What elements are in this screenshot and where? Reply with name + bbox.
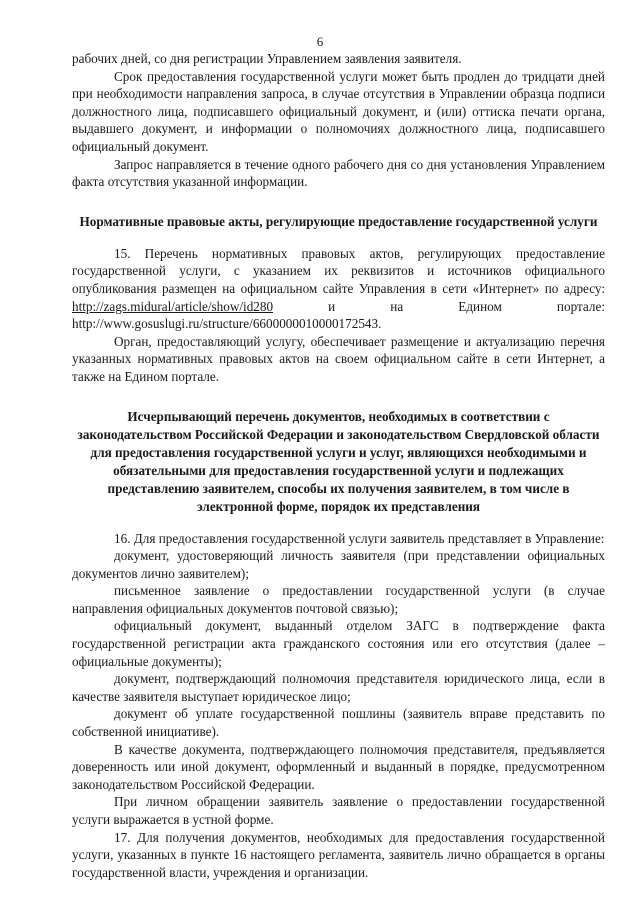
paragraph-17: 17. Для получения документов, необходимых для предоставления государственной услуги, указанных в пункте 16 настоящего регламента, заявитель лично обращается в органы государственной власти, учреждения и организации. <box>72 829 605 880</box>
list-item: документ, подтверждающий полномочия представителя юридического лица, если в качестве заявителя выступает юридическое лицо; <box>72 671 605 704</box>
paragraph-extension-term: Срок предоставления государственной услуги может быть продлен до тридцати дней при необходимости направления запроса, в случае отсутствия в Управлении образца подписи должностного лица, подписавшего официальный документ, и (или) оттиска печати органа, выдавшего документ, и информации о полномочиях должностного лица, подписавшего официальный документ. <box>72 68 605 154</box>
paragraph-request-term: Запрос направляется в течение одного рабочего дня со дня установления Управлением факта отсутствия указанной информации. <box>72 156 605 190</box>
paragraph-15-text-before: 15. Перечень нормативных правовых актов, регулирующих предоставление государственной услуги, с указанием их реквизитов и источников официального опубликования размещен на официальном сайте Управления в сети «Интернет» по адресу: <box>72 245 605 296</box>
zags-link[interactable]: http://zags.midural/article/show/id280 <box>72 298 274 314</box>
paragraph-15-text-after: и на Едином портале: http://www.gosuslugi.ru/structure/6600000010000172543. <box>72 298 605 332</box>
paragraph-continuation: рабочих дней, со дня регистрации Управлением заявления заявителя. <box>72 51 462 66</box>
list-item: документ, удостоверяющий личность заявителя (при представлении официальных документов лично заявителем); <box>72 548 605 581</box>
heading-documents-list: Исчерпывающий перечень документов, необходимых в соответствии с законодательством Российской Федерации и законодательством Свердловской области для предоставления государственной услуги и услуг, являющихся необходимыми и обязательными для предоставления государственной услуги и подлежащих представлению заявителем, способы их получения заявителем, в том числе в электронной форме, порядок их представления <box>77 408 600 514</box>
document-body <box>72 50 605 881</box>
page-number: 6 <box>316 34 324 49</box>
paragraph-15 <box>72 245 605 333</box>
paragraph-16: 16. Для предоставления государственной услуги заявитель представляет в Управление: <box>114 530 605 546</box>
list-item: письменное заявление о предоставлении государственной услуги (в случае направления официальных документов почтовой связью); <box>72 583 605 616</box>
paragraph-personal-appeal: При личном обращении заявитель заявление о предоставлении государственной услуги выражается в устной форме. <box>72 794 605 827</box>
paragraph-representative: В качестве документа, подтверждающего полномочия представителя, предъявляется доверенность или иной документ, оформленный и выданный в порядке, предусмотренном законодательством Российской Федерации. <box>72 741 605 792</box>
paragraph-15-organ: Орган, предоставляющий услугу, обеспечивает размещение и актуализацию перечня указанных нормативных правовых актов на своем официальном сайте в сети Интернет, а также на Едином портале. <box>72 333 605 384</box>
list-item: официальный документ, выданный отделом ЗАГС в подтверждение факта государственной регистрации акта гражданского состояния или его отсутствия (далее – официальные документы); <box>72 618 605 669</box>
list-item: документ об уплате государственной пошлины (заявитель вправе представить по собственной инициативе). <box>72 706 605 740</box>
heading-legal-acts: Нормативные правовые акты, регулирующие предоставление государственной услуги <box>79 213 598 229</box>
